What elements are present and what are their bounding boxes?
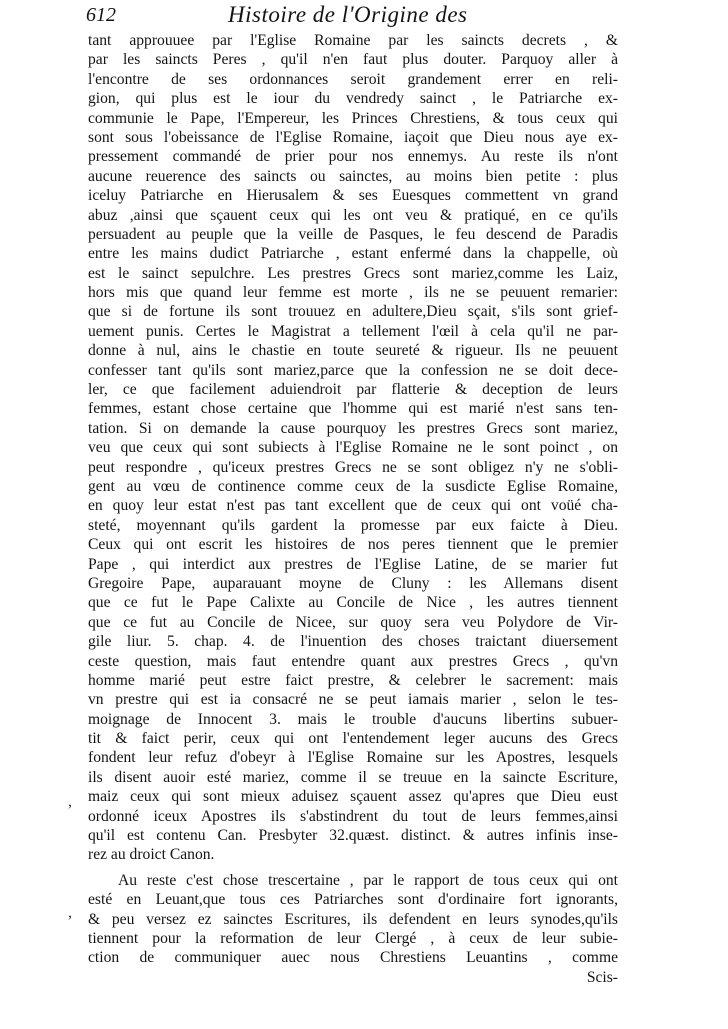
text-line: Gregoire Pape, auparauant moyne de Cluny : les Allemans disent	[88, 574, 618, 592]
text-line: que ce fut au Concile de Nicee, sur quoy sera veu Polydore de Vir-	[88, 613, 618, 631]
text-line: tiennent pour la reformation de leur Clergé , à ceux de leur subie-	[88, 929, 618, 947]
text-line: donne à nul, ains le chastie en toute seureté & rigueur. Ils ne peuuent	[88, 342, 618, 360]
text-line: Au reste c'est chose trescertaine , par le rapport de tous ceux qui ont	[118, 871, 618, 889]
text-line: esté en Leuant,que tous ces Patriarches sont d'ordinaire fort ignorants,	[88, 891, 618, 909]
text-line: aucune reuerence des saincts ou sainctes, au moins bien petite : plus	[88, 167, 618, 185]
text-line: veu que ceux qui sont subiects à l'Eglise Romaine ne le sont poinct , on	[88, 439, 618, 457]
text-line: femmes, estant chose certaine que l'homme qui est marié n'est sans ten-	[88, 400, 618, 418]
text-line: iceluy Patriarche en Hierusalem & ses Euesques commettent vn grand	[88, 187, 618, 205]
text-line: hors mis que quand leur femme est morte , ils ne se peuuent remarier:	[88, 284, 618, 302]
text-line: tit & faict perir, ceux qui ont l'entendement leger aucuns des Grecs	[88, 730, 618, 748]
text-line: pressement commandé de prier pour nos ennemys. Au reste ils n'ont	[88, 148, 618, 166]
text-line: confesser tant qu'ils sont mariez,parce que la confession ne se doit dece-	[88, 361, 618, 379]
text-line: par les saincts Peres , qu'il n'en faut plus douter. Parquoy aller à	[88, 51, 618, 69]
text-line: peut respondre , qu'iceux prestres Grecs ne se sont obligez n'y ne s'obli-	[88, 458, 618, 476]
text-line: ils disent auoir esté mariez, comme il se treuue en la saincte Escriture,	[88, 768, 618, 786]
text-line: gion, qui plus est le iour du vendredy sainct , le Patriarche ex-	[88, 90, 618, 108]
text-line: homme marié peut estre faict prestre, & celebrer le sacrement: mais	[88, 671, 618, 689]
text-line: & peu versez ez sainctes Escritures, ils defendent en leurs synodes,qu'ils	[88, 910, 618, 928]
body-text	[88, 31, 618, 987]
margin-mark: ,	[68, 793, 72, 810]
paragraph-2	[88, 871, 618, 968]
text-line: Pape , qui interdict aux prestres de l'Eglise Latine, de se marier fut	[88, 555, 618, 573]
text-line: gent au vœu de continence comme ceux de la susdicte Eglise Romaine,	[88, 477, 618, 495]
text-line: Ceux qui ont escrit les histoires de nos peres tiennent que le premier	[88, 536, 618, 554]
text-line: l'encontre de ses ordonnances seroit grandement errer en reli-	[88, 70, 618, 88]
text-line: moignage de Innocent 3. mais le trouble d'aucuns libertins subuer-	[88, 710, 618, 728]
page-number: 612	[86, 4, 116, 26]
text-line: tation. Si on demande la cause pourquoy les prestres Grecs sont mariez,	[88, 419, 618, 437]
text-line: ler, ce que facilement aduiendroit par flatterie & deception de leurs	[88, 381, 618, 399]
margin-mark: ,	[68, 904, 72, 921]
text-line: en quoy leur estat n'est pas tant excellent que de ceux qui ont voüé cha-	[88, 497, 618, 515]
text-line: ceste question, mais faut entendre quant aux prestres Grecs , qu'vn	[88, 652, 618, 670]
text-line: ordonné iceux Apostres ils s'abstindrent du tout de leurs femmes,ainsi	[88, 807, 618, 825]
text-line: vn prestre qui est ia consacré ne se peut iamais marier , selon le tes-	[88, 691, 618, 709]
text-line: est le sainct sepulchre. Les prestres Grecs sont mariez,comme les Laiz,	[88, 264, 618, 282]
text-line: que ce fut le Pape Calixte au Concile de Nice , les autres tiennent	[88, 594, 618, 612]
text-line: ction de communiquer auec nous Chrestiens Leuantins , comme	[88, 949, 618, 967]
text-line: qu'il est contenu Can. Presbyter 32.quæst. distinct. & autres infinis inse-	[88, 827, 618, 845]
catchword: Scis-	[586, 968, 618, 986]
running-title: Histoire de l'Origine des	[228, 2, 468, 27]
text-line: abuz ,ainsi que sçauent ceux qui les ont veu & pratiqué, en ce qu'ils	[88, 206, 618, 224]
paragraph-1	[88, 31, 618, 865]
text-line: sont sous l'obeissance de l'Eglise Romaine, iaçoit que Dieu nous aye ex-	[88, 128, 618, 146]
text-line: tant approuuee par l'Eglise Romaine par les saincts decrets , &	[88, 32, 618, 49]
text-line: fondent leur refuz d'obeyr à l'Eglise Romaine sur les Apostres, lesquels	[88, 749, 618, 767]
text-line: persuadent au peuple que la veille de Pasques, le feu descend de Paradis	[88, 225, 618, 243]
text-line: communie le Pape, l'Empereur, les Princes Chrestiens, & tous ceux qui	[88, 109, 618, 127]
text-line: gile liur. 5. chap. 4. de l'inuention des choses traictant diuersement	[88, 633, 618, 651]
text-line: rez au droict Canon.	[88, 846, 215, 864]
text-line: maiz ceux qui sont mieux aduisez sçauent assez qu'apres que Dieu eust	[88, 788, 618, 806]
text-line: que si de fortune ils sont trouuez en adultere,Dieu sçait, s'ils sont grief-	[88, 303, 618, 321]
page-header	[0, 2, 728, 32]
text-line: steté, moyennant qu'ils gardent la promesse par eux faicte à Dieu.	[88, 516, 618, 534]
text-line: uement punis. Certes le Magistrat a tellement l'œil à cela qu'il ne par-	[88, 322, 618, 340]
text-line: entre les mains dudict Patriarche , estant enfermé dans la chappelle, où	[88, 245, 618, 263]
